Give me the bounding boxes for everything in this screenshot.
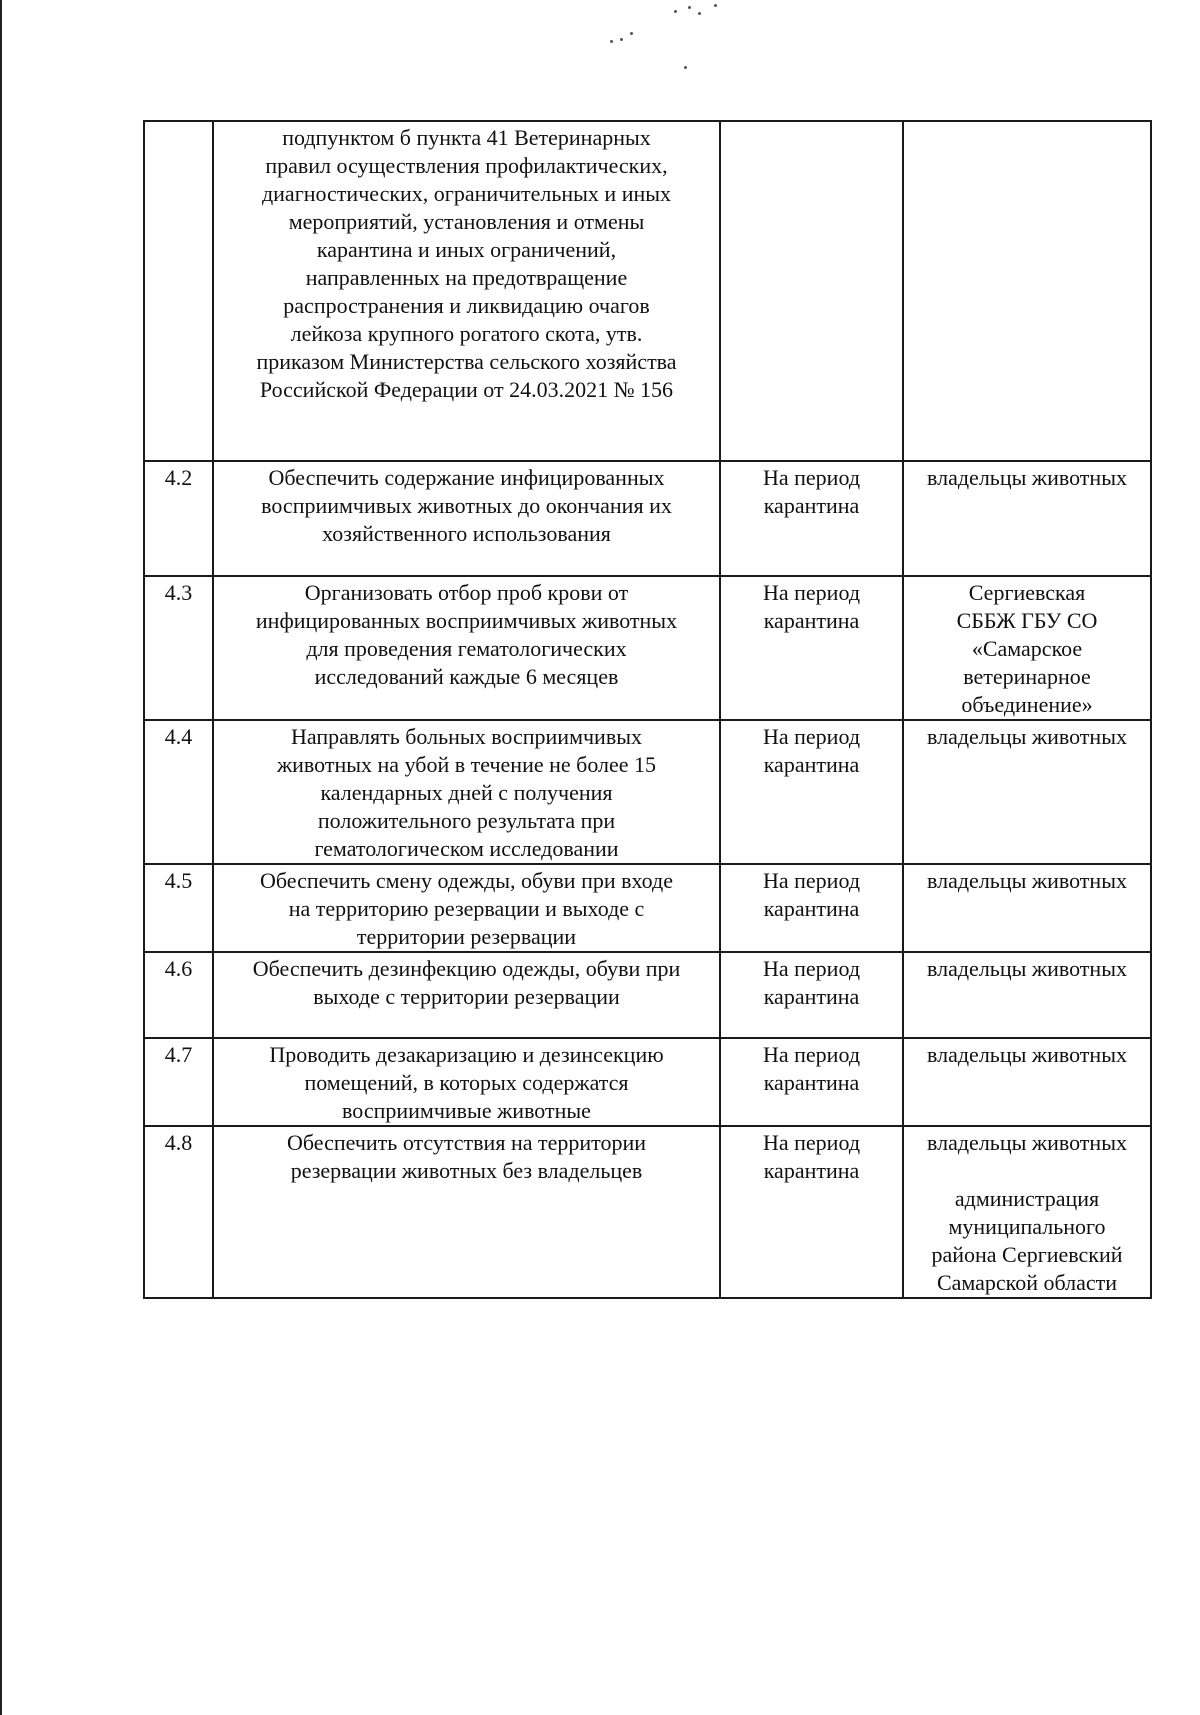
table-row [144,461,1151,576]
row-number: 4.8 [144,1126,213,1298]
row-term: На период карантина [720,720,903,864]
measures-table [143,120,1152,1299]
table-row [144,576,1151,720]
table-row [144,952,1151,1038]
row-term: На период карантина [720,1126,903,1298]
row-responsible: владельцы животных [903,864,1151,952]
row-responsible [903,121,1151,461]
row-term [720,121,903,461]
row-action: Обеспечить дезинфекцию одежды, обуви при выходе с территории резервации [213,952,720,1038]
row-number [144,121,213,461]
row-number: 4.3 [144,576,213,720]
row-action: Направлять больных восприимчивых животных на убой в течение не более 15 календарных дней с получения положительного результата при гематологическом исследовании [213,720,720,864]
table-row [144,1038,1151,1126]
responsible-spacer [910,1157,1144,1185]
row-number: 4.5 [144,864,213,952]
row-number: 4.6 [144,952,213,1038]
responsible-owners: владельцы животных [927,1130,1127,1155]
row-number: 4.7 [144,1038,213,1126]
row-action: Обеспечить смену одежды, обуви при входе на территорию резервации и выходе с территории резервации [213,864,720,952]
responsible-administration: администрация муниципального района Сергиевский Самарской области [931,1186,1123,1295]
row-number: 4.4 [144,720,213,864]
row-term: На период карантина [720,461,903,576]
row-responsible: владельцы животных [903,720,1151,864]
scan-specks [602,0,722,80]
row-term: На период карантина [720,576,903,720]
table-row [144,1126,1151,1298]
row-action: Организовать отбор проб крови от инфицированных восприимчивых животных для проведения гематологических исследований каждые 6 месяцев [213,576,720,720]
row-responsible [903,1126,1151,1298]
row-action: Обеспечить отсутствия на территории резервации животных без владельцев [213,1126,720,1298]
row-term: На период карантина [720,864,903,952]
table-row [144,720,1151,864]
row-responsible: Сергиевская СББЖ ГБУ СО «Самарское ветеринарное объединение» [903,576,1151,720]
row-responsible: владельцы животных [903,952,1151,1038]
row-term: На период карантина [720,1038,903,1126]
row-action: Обеспечить содержание инфицированных восприимчивых животных до окончания их хозяйственного использования [213,461,720,576]
row-action: подпунктом б пункта 41 Ветеринарных правил осуществления профилактических, диагностических, ограничительных и иных мероприятий, установления и отмены карантина и иных ограничений, направленных на предотвращение распространения и ликвидацию очагов лейкоза крупного рогатого скота, утв. приказом Министерства сельского хозяйства Российской Федерации от 24.03.2021 № 156 [213,121,720,461]
table-row [144,864,1151,952]
row-action: Проводить дезакаризацию и дезинсекцию помещений, в которых содержатся восприимчивые животные [213,1038,720,1126]
row-responsible: владельцы животных [903,1038,1151,1126]
row-term: На период карантина [720,952,903,1038]
row-responsible: владельцы животных [903,461,1151,576]
table-row [144,121,1151,461]
row-number: 4.2 [144,461,213,576]
